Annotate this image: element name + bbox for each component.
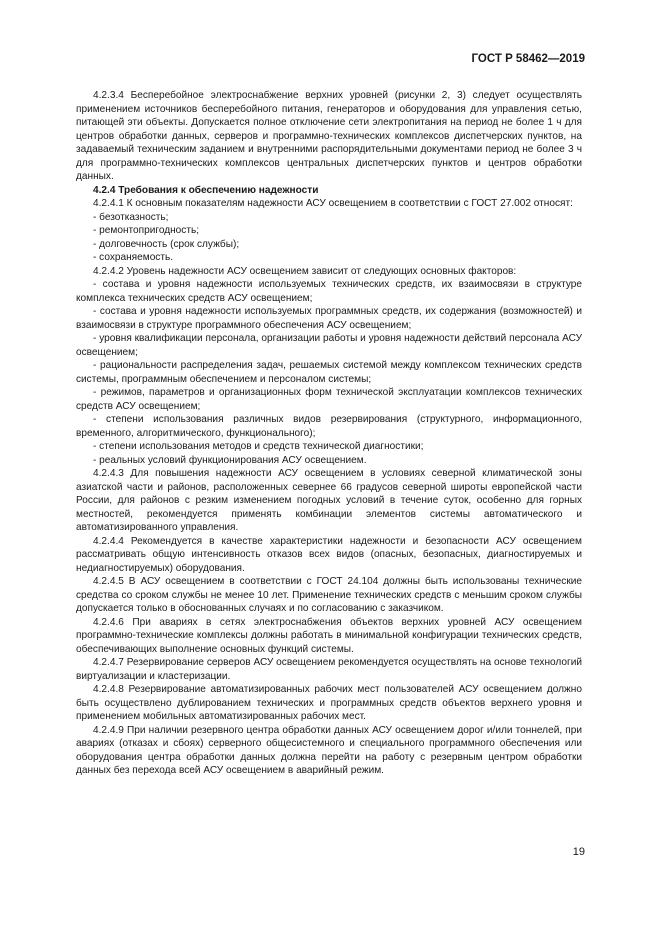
list-item: - сохраняемость. — [93, 252, 174, 263]
paragraph: 4.2.4.8 Резервирование автоматизированных рабочих мест пользователей АСУ освещением должно быть осуществлено дублированием технических и программных средств объектов верхнего уровня и применением мобильных автоматизированных рабочих мест. — [76, 684, 582, 722]
paragraph: 4.2.4.4 Рекомендуется в качестве характеристики надежности и безопасности АСУ освещением рассматривать общую интенсивность отказов всех видов (опасных, безопасных, диагностируемых и недиагностируемых) оборудования. — [76, 535, 582, 574]
list-item: - состава и уровня надежности используемых программных средств, их содержания (возможностей) и взаимосвязи в структуре программного обеспечения АСУ освещением; — [76, 306, 582, 331]
page-number: 19 — [572, 846, 585, 858]
list-item: - безотказность; — [93, 211, 169, 223]
paragraph: 4.2.4.2 Уровень надежности АСУ освещением зависит от следующих основных факторов: — [93, 265, 517, 277]
paragraph: 4.2.4.3 Для повышения надежности АСУ освещением в условиях северной климатической зоны азиатской части и районов, расположенных севернее 66 градусов северной широты европейской части России, для районов с резким изменением погодных условий в течение суток, особенно для горных местностей, рекомендуется применять комбинации элементов системы автоматического и автоматизированного управления. — [76, 468, 582, 533]
list-item: - степени использования методов и средств технической диагностики; — [93, 441, 424, 452]
paragraph: 4.2.4.5 В АСУ освещением в соответствии с ГОСТ 24.104 должны быть использованы технические средства со сроком службы не менее 10 лет. Применение технических средств с меньшим сроком службы допускается только в обоснованных случаях и по согласованию с заказчиком. — [76, 576, 582, 614]
list-item: - степени использования различных видов резервирования (структурного, информационного, временного, алгоритмического, функционального); — [76, 414, 582, 439]
document-body — [76, 89, 582, 778]
list-item: - реальных условий функционирования АСУ освещением. — [93, 454, 367, 466]
paragraph: 4.2.4.7 Резервирование серверов АСУ освещением рекомендуется осуществлять на основе технологий виртуализации и кластеризации. — [76, 657, 582, 682]
list-item: - рациональности распределения задач, решаемых системой между комплексом технических средств системы, программным обеспечением и персоналом системы; — [76, 360, 582, 385]
paragraph: 4.2.4.9 При наличии резервного центра обработки данных АСУ освещением дорог и/или тоннелей, при авариях (отказах и сбоях) серверного общесистемного и специального программного обеспечения или оборудования центра обработки данных должна перейти на работу с резервным центром обработки данных без перехода всей АСУ освещением в аварийный режим. — [76, 724, 582, 776]
list-item: - режимов, параметров и организационных форм технической эксплуатации комплексов технических средств АСУ освещением; — [76, 387, 582, 412]
document-header: ГОСТ Р 58462—2019 — [471, 53, 585, 65]
list-item: - ремонтопригодность; — [93, 225, 200, 236]
list-item: - уровня квалификации персонала, организации работы и уровня надежности действий персонала АСУ освещением; — [76, 333, 582, 358]
list-item: - долговечность (срок службы); — [93, 238, 240, 250]
section-heading: 4.2.4 Требования к обеспечению надежности — [93, 184, 319, 196]
paragraph: 4.2.4.6 При авариях в сетях электроснабжения объектов верхних уровней АСУ освещением программно-технические комплексы должны работать в минимальной конфигурации технических средств, обеспечивающих выполнение основных функций системы. — [76, 616, 582, 655]
list-item: - состава и уровня надежности используемых технических средств, их взаимосвязи в структуре комплекса технических средств АСУ освещением; — [76, 279, 582, 304]
paragraph: 4.2.4.1 К основным показателям надежности АСУ освещением в соответствии с ГОСТ 27.002 относят: — [93, 198, 573, 209]
paragraph: 4.2.3.4 Бесперебойное электроснабжение верхних уровней (рисунки 2, 3) следует осуществлять применением источников бесперебойного питания, генераторов и оборудования для управления сетью, питающей эти объекты. Допускается полное отключение сети электропитания на период не более 1 ч для центров обработки данных, серверов и программно-технических комплексов диспетчерских пунктов, на задаваемый техническим заданием и внутренними распорядительными документами период не более 3 ч для программно-технических комплексов центральных диспетчерских пунктов и центров обработки данных. — [76, 90, 582, 182]
